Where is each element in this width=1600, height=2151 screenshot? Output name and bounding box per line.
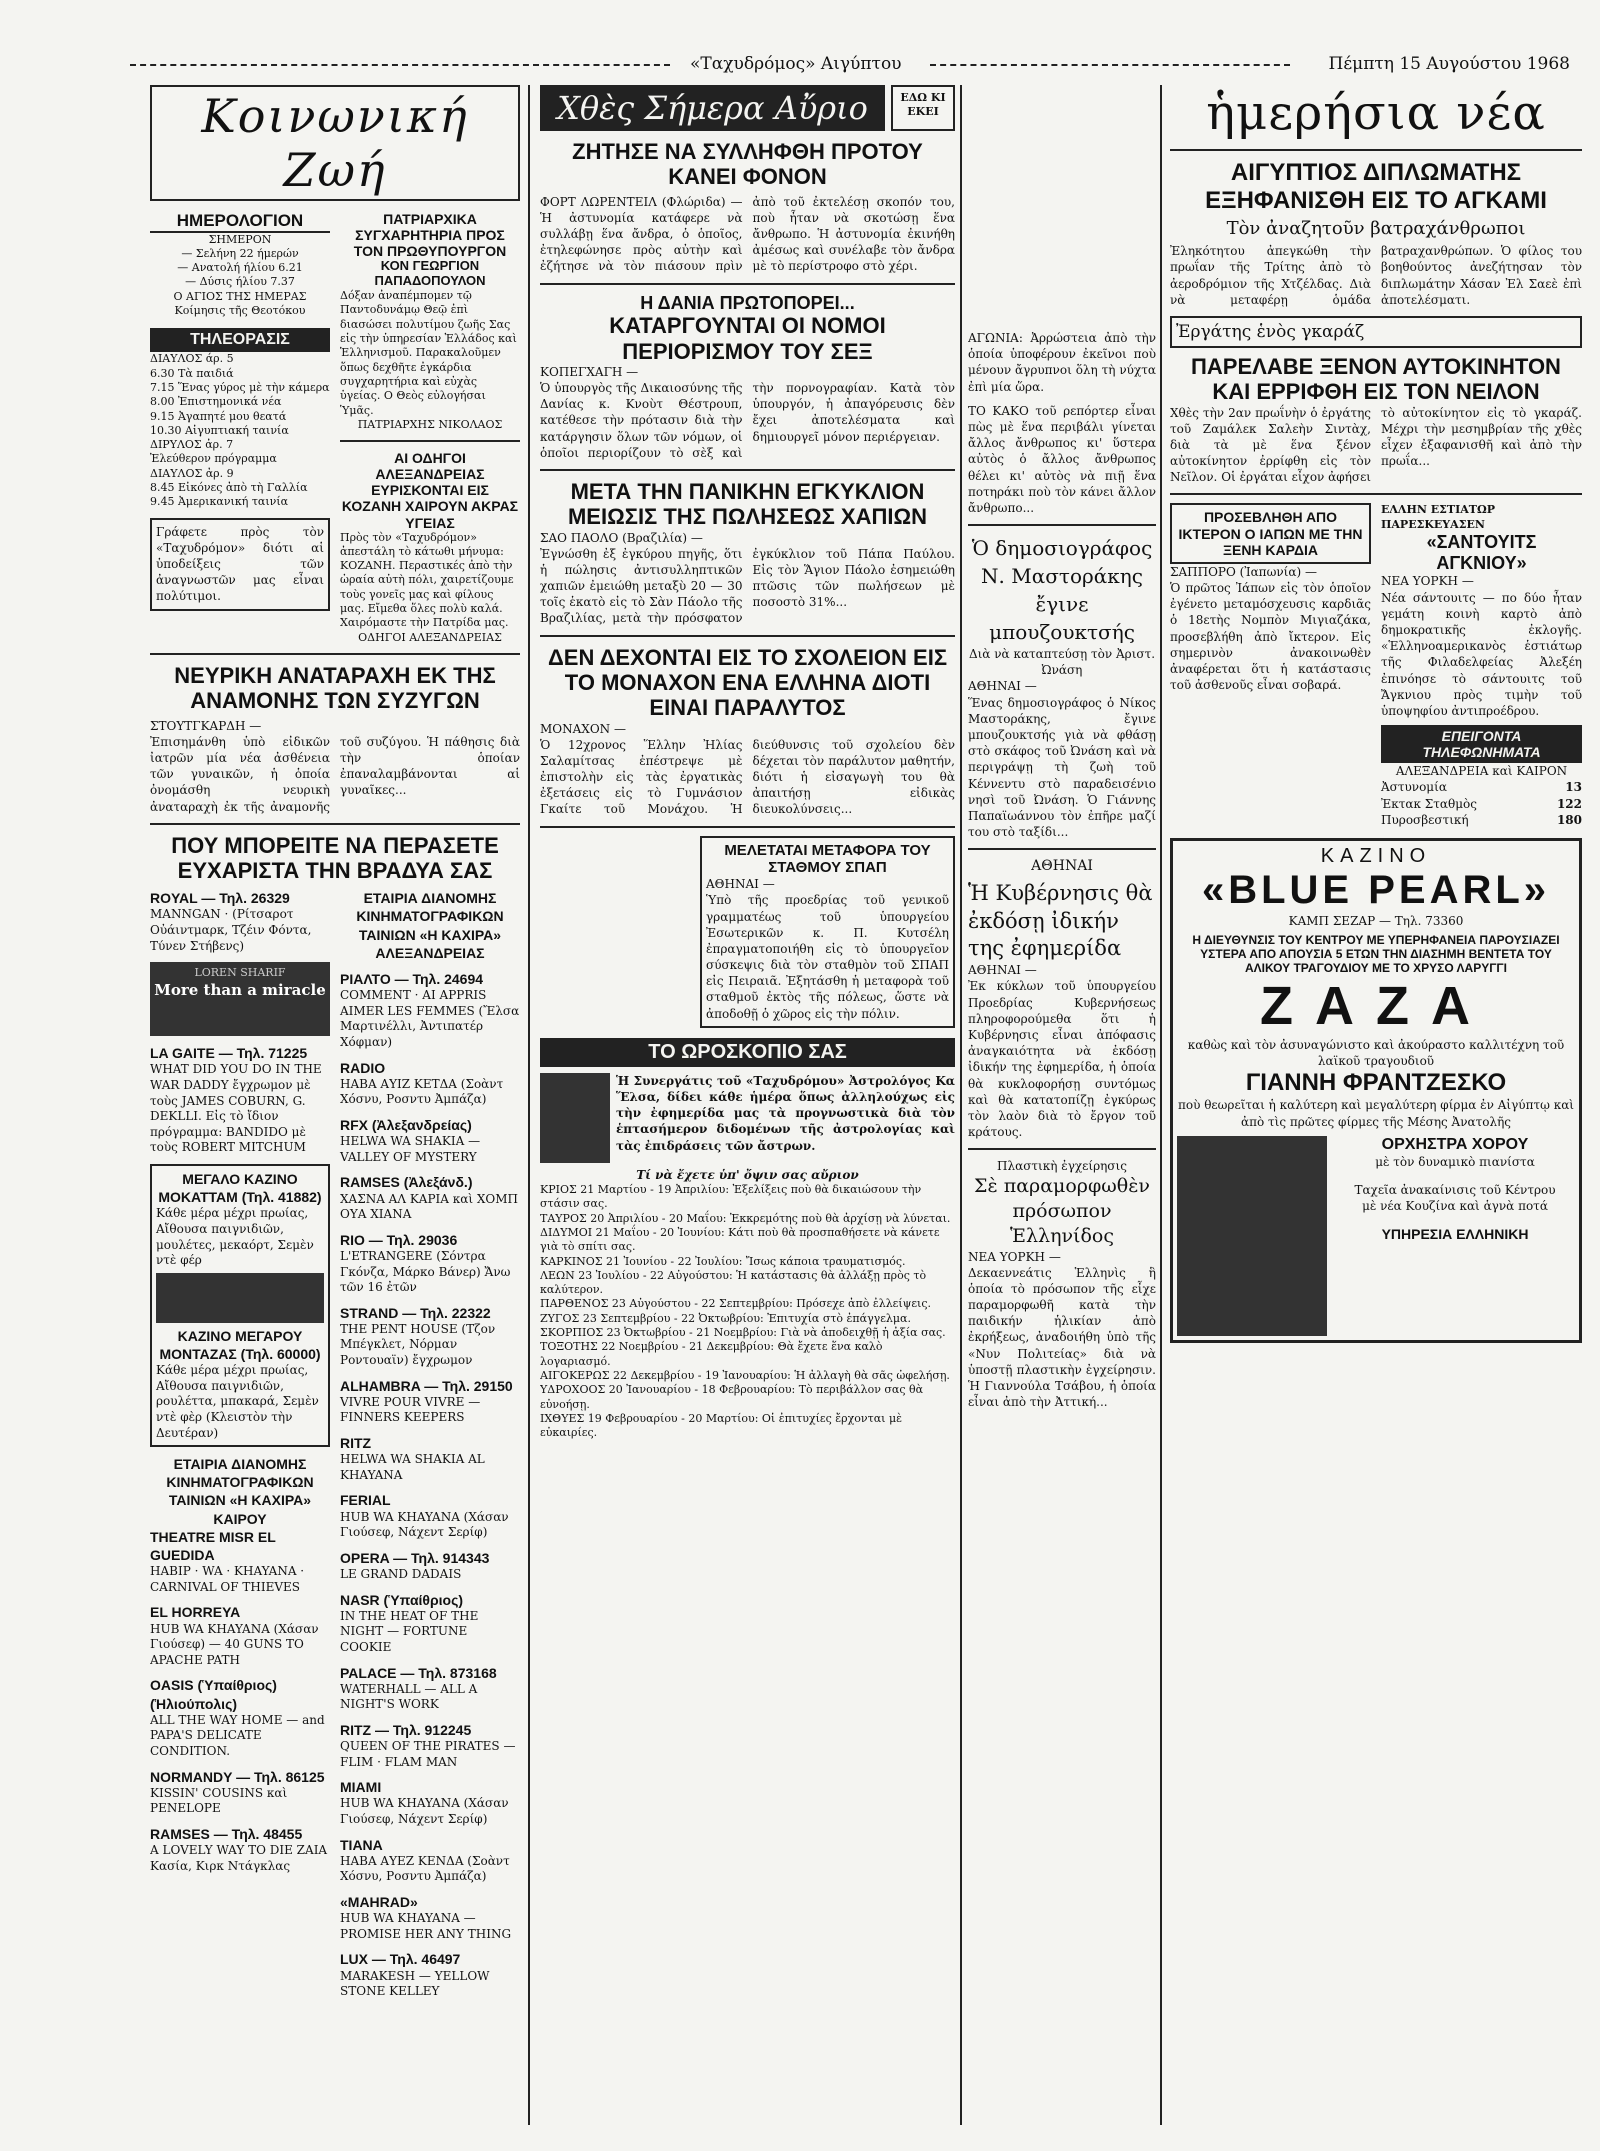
- blue-pearl-kazino: ΚΑΖΙΝΟ: [1320, 844, 1432, 867]
- denmark-title: ΚΑΤΑΡΓΟΥΝΤΑΙ ΟΙ ΝΟΜΟΙ ΠΕΡΙΟΡΙΣΜΟΥ ΤΟΥ ΣΕΞ: [609, 313, 886, 364]
- cinema-name: STRAND — Τηλ. 22322: [340, 1304, 491, 1321]
- greek-service: ΥΠΗΡΕΣΙΑ ΕΛΛΗΝΙΚΗ: [1381, 1226, 1529, 1243]
- center-news-column: [540, 85, 955, 2125]
- calendar-title: ΗΜΕΡΟΛΟΓΙΟΝ: [150, 211, 330, 233]
- denmark-kicker: Η ΔΑΝΙΑ ΠΡΩΤΟΠΟΡΕΙ...: [640, 292, 855, 313]
- urgent-phones-title: ΕΠΕΙΓΟΝΤΑ ΤΗΛΕΦΩΝΗΜΑΤΑ: [1381, 725, 1582, 763]
- cinema-name: FERIAL: [340, 1492, 391, 1509]
- cinema-program: HUB WA KHAYANA — PROMISE HER ANY THING: [340, 1911, 512, 1941]
- cinema-name: RITZ — Τηλ. 912245: [340, 1721, 472, 1738]
- blue-pearl-with: καθὼς καὶ τὸν ἀσυναγώνιστο καὶ ἀκούραστο καλλιτέχνη τοῦ λαϊκοῦ τραγουδιοῦ: [1187, 1038, 1565, 1069]
- pills-text: Ἐγνώσθη ἐξ ἐγκύρου πηγῆς, ὅτι ἡ πώλησις ἀντισυλληπτικῶν χαπιῶν ἐμειώθη μεταξὺ 20 — 30 τοῖς ἑκατὸ εἰς τὸ Σὰν Πάολο τῆς Βραζιλίας, μετὰ τὴν πρόσφατον ἐγκύκλιον τοῦ Πάπα Παύλου. Εἰς τὸν Ἅγιον Πάολο ἐσημειώθη πτῶσις τῶν πωλήσεων μὲ ποσοστὸ 31%...: [540, 546, 955, 626]
- zitise-text: ΦΟΡΤ ΛΩΡΕΝΤΕΙΛ (Φλώριδα) — Ἡ ἀστυνομία κατάφερε νὰ συλλάβῃ ἕνα ἄνδρα, ὁ ὁποῖος, ἐτηλεφώνησε πρὸς αὐτὴν καὶ ἐζήτησε νὰ τὸν πιάσουν πρὶν ἀπὸ τοῦ ἐκτελέσῃ σκοπόν του, ποὺ ἦταν νὰ σκοτώσῃ ἕνα ἄνθρωπο. Ἡ ἀστυνομία ἐκινήθη ἀμέσως καὶ συνέλαβε τὸν ἄνδρα μὲ τὸ περίστροφο στὸ χέρι.: [540, 194, 955, 274]
- singer-name: ΓΙΑΝΝΗ ΦΡΑΝΤΖΕΣΚΟ: [1245, 1069, 1507, 1097]
- school-title: ΔΕΝ ΔΕΧΟΝΤΑΙ ΕΙΣ ΤΟ ΣΧΟΛΕΙΟΝ ΕΙΣ ΤΟ ΜΟΝΑΧΟΝ ΕΝΑ ΕΛΛΗΝΑ ΔΙΟΤΙ ΕΙΝΑΙ ΠΑΡΑΛΥΤΟΣ: [547, 644, 948, 721]
- restaurateur-kicker: ΕΛΛΗΝ ΕΣΤΙΑΤΩΡ ΠΑΡΕΣΚΕΥΑΣΕΝ: [1381, 503, 1496, 531]
- social-life-masthead: Κοινωνική Ζωή: [150, 85, 520, 201]
- cinema-program: QUEEN OF THE PIRATES — FLIM · FLAM MAN: [340, 1739, 516, 1769]
- cinema-program: ΧΑΣΝΑ ΑΛ ΚΑΡΙΑ καὶ ΧΟΜΠ ΟΥΑ ΧΙΑΝΑ: [340, 1191, 519, 1222]
- column-divider: [528, 85, 530, 2125]
- mastorakis-text: Ἕνας δημοσιογράφος ὁ Νίκος Μαστοράκης, ἔγινε μπουζουκτσής γιὰ νὰ φθάσῃ στὸ σκάφος τοῦ Ὠνάση καὶ νὰ περιγράψῃ τὴ ζωὴ τοῦ Κέννεντυ στὸ παραδεισένιο νησὶ τοῦ Ὠνάση. Ὁ Γιάννης Παπαϊωάννου τὸν ἐπῆρε μαζί του στὸ ταξίδι...: [968, 695, 1156, 840]
- cinema-program: ALL THE WAY HOME — and PAPA'S DELICATE CONDITION.: [150, 1712, 325, 1758]
- tv-schedule: ΔΙΑΥΛΟΣ άρ. 5 6.30 Τὰ παιδιά 7.15 Ἕνας γύρος μὲ τὴν κάμερα 8.00 Ἐπιστημονικά νέα 9.15 Ἀγαπητέ μου θεατά 10.30 Αἰγυπτιακή ταινία ΔΙΡΥΛΟΣ ἀρ. 7 Ἐλεύθερον πρόγραμμα ΔΙΑΥΛΟΣ ἀρ. 9 8.45 Εἰκόνες ἀπὸ τὴ Γαλλία 9.45 Ἀμερικανική ταινία: [150, 352, 330, 509]
- mastorakis-dateline: ΑΘΗΝΑΙ —: [968, 679, 1037, 694]
- movie-ad: LOREN SHARIF More than a miracle: [150, 962, 330, 1036]
- cinema-program: WHAT DID YOU DO IN THE WAR DADDY ἔγχρωμον μὲ τοὺς JAMES COBURN, G. DEKLLI. Εἰς τὸ ἴδιον πρόγραμμα: BANDIDO μὲ τοὺς ROBERT MITCHUM: [150, 1062, 322, 1155]
- singer-claim: ποὺ θεωρεῖται ἡ καλύτερη καὶ μεγαλύτερη φίρμα ἐν Αἰγύπτῳ καὶ ἀπὸ τὶς πρῶτες φίρμες τῆς Μέσης Ἀνατολῆς: [1177, 1098, 1575, 1129]
- casino-montaza-title: ΚΑΖΙΝΟ ΜΕΓΑΡΟΥ ΜΟΝΤΑΖΑΣ (Τηλ. 60000): [159, 1327, 321, 1362]
- cinema-name: OPERA — Τηλ. 914343: [340, 1549, 490, 1566]
- cinema-program: HUB WA KHAYANA (Χάσαν Γιούσεφ) — 40 GUNS TO APACHE PATH: [150, 1621, 319, 1667]
- cinema-program: ΗΑΒΙΡ · WA · KHAYANA · CARNIVAL OF THIEVES: [150, 1564, 305, 1594]
- cinema-program: L'ETRANGERE (Σόντρα Γκόνζα, Μάρκο Βάνερ) Ἄνω τῶν 16 ἐτῶν: [340, 1248, 511, 1295]
- cinema-name: RFX (Ἀλεξανδρείας): [340, 1116, 472, 1133]
- cinema-program: HELWA WA SHAKIA — VALLEY OF MYSTERY: [340, 1134, 481, 1164]
- horoscope-subtitle: Τί νὰ ἔχετε ὑπ' ὄψιν σας αὔριον: [636, 1167, 859, 1182]
- jaundice-title: ΠΡΟΣΕΒΛΗΘΗ ΑΠΟ ΙΚΤΕΡΟΝ Ο ΙΑΠΩΝ ΜΕ ΤΗΝ ΞΕΝΗ ΚΑΡΔΙΑ: [1170, 503, 1371, 563]
- yesterday-today-tomorrow-banner: Χθὲς Σήμερα Αὔριο: [540, 85, 885, 131]
- patriarchal-sub: ΚΟΝ ΓΕΩΡΓΙΟΝ ΠΑΠΑΔΟΠΟΥΛΟΝ: [374, 258, 486, 289]
- distribution-company-title: ΕΤΑΙΡΙΑ ΔΙΑΝΟΜΗΣ ΚΙΝΗΜΑΤΟΓΡΑΦΙΚΩΝ ΤΑΙΝΙΩΝ «Η ΚΑΧΙΡΑ» ΚΑΙΡΟΥ: [166, 1456, 314, 1527]
- sandwich-text: Νέα σάντουιτς — πο δύο ἦταν γεμάτη κοινὴ καρτὸ ἀπὸ δημοκρατικῆς ἐκλογῆς. «Ἑλληνοαμερικανὸς ἑστιάτωρ τῆς Φιλαδελφείας Ἀλεξέη ἐπινόησε τὸ σάντουιτς τοῦ Ἄγκνιου πρὸς τιμὴν τοῦ ὑποψηφίου ἀντιπροέδρου.: [1381, 590, 1582, 718]
- distribution-company-alex: ΕΤΑΙΡΙΑ ΔΙΑΝΟΜΗΣ ΚΙΝΗΜΑΤΟΓΡΑΦΙΚΩΝ ΤΑΙΝΙΩΝ «Η ΚΑΧΙΡΑ» ΑΛΕΞΑΝΔΡΕΙΑΣ: [356, 890, 504, 961]
- plastic-kicker: Πλαστικὴ ἐγχείρησις: [997, 1159, 1127, 1174]
- blue-pearl-address: ΚΑΜΠ ΣΕΖΑΡ — Τηλ. 73360: [1288, 913, 1464, 928]
- denmark-text: Ὁ ὑπουργὸς τῆς Δικαιοσύνης τῆς Δανίας κ. Κνοὺτ Θέστρουπ, κατέθεσε τὴν πρότασιν διὰ τὴν κατάργησιν ὅλων τῶν νόμων, οἱ ὁποῖοι περιορίζουν τὸ σὲξ καὶ τὴν πορνογραφίαν. Κατὰ τὸν ὑπουργόν, ἡ ἀπαγόρευσις δὲν ἔχει ἀποτελέσματα καὶ δημιουργεῖ μόνον περιέργειαν.: [540, 381, 955, 460]
- horoscope-intro: Ἡ Συνεργάτις τοῦ «Ταχυδρόμου» Ἀστρολόγος Κα Ἕλσα, δίδει κάθε ἡμέρα ὅπως ἀλληλούχως εἰς τὴν ἐφημερίδα μας τὰ προγνωστικὰ διὰ τὸν ἑπτασήμερον διδομένων τῆς ἀστρολογίας καὶ τὰς ἐπιδράσεις τῶν ἄστρων.: [616, 1073, 955, 1153]
- guides-text: Πρὸς τὸν «Ταχυδρόμον» ἀπεστάλη τὸ κάτωθι μήνυμα: ΚΟΖΑΝΗ. Περαστικές ἀπὸ τὴν ὡραία αὐτὴ πόλι, χαιρετίζουμε τοὺς γονεῖς μας καὶ φίλους μας. Εἴμεθα ὅλες πολὺ καλά. Χαιρόμαστε τὴν Πατρίδα μας.: [340, 530, 514, 630]
- cinema-name: RAMSES (Ἀλεξάνδ.): [340, 1174, 473, 1191]
- page-date: Πέμπτη 15 Αυγούστου 1968: [1328, 54, 1570, 74]
- zitise-title: ΖΗΤΗΣΕ ΝΑ ΣΥΛΛΗΦΘΗ ΠΡΟΤΟΥ ΚΑΝΕΙ ΦΟΝΟΝ: [572, 139, 923, 190]
- cinema-name: MIAMI: [340, 1779, 382, 1796]
- guides-sign: ΟΔΗΓΟΙ ΑΛΕΞΑΝΔΡΕΙΑΣ: [358, 630, 502, 644]
- cinema-program: ΗΑΒΑ ΑΥΕΖ ΚΕΝΔΑ (Σοὰντ Χόσνυ, Ροσντυ Ἀμπάζα): [340, 1853, 510, 1884]
- guides-title: ΑΙ ΟΔΗΓΟΙ ΑΛΕΞΑΝΔΡΕΙΑΣ ΕΥΡΙΣΚΟΝΤΑΙ ΕΙΣ ΚΟΖΑΝΗ ΧΑΙΡΟΥΝ ΑΚΡΑΣ ΥΓΕΙΑΣ: [341, 450, 519, 531]
- cinema-name: «MAHRAD»: [340, 1894, 418, 1911]
- daily-news-masthead: ἡμερήσια νέα: [1206, 85, 1546, 141]
- patriarchal-text: Δόξαν ἀναπέμπομεν τῷ Παντοδυνάμῳ Θεῷ ἐπὶ διασώσει πολυτίμου ζωῆς Σας εἰς τὴν ὑπηρεσίαν Ἑλλάδος καὶ Ἑλληνισμοῦ. Παρακαλοῦμεν ὅπως δεχθῆτε ἐγκάρδια συγχαρητήρια καὶ εὐχὰς ὑγείας. Ο Θεὸς εὐλογήσαι Ὑμᾶς.: [340, 289, 517, 417]
- pianist-photo: [1177, 1136, 1327, 1336]
- casino-mokattam-title: ΜΕΓΑΛΟ ΚΑΖΙΝΟ ΜΟΚΑΤΤΑΜ (Τηλ. 41882): [158, 1171, 322, 1206]
- mastorakis-title: Ὁ δημοσιογράφος Ν. Μαστοράκης ἔγινε μπουζουκτσής: [971, 536, 1153, 645]
- spap-dateline: ΑΘΗΝΑΙ —: [706, 877, 775, 892]
- cinema-program: MARAKESH — YELLOW STONE KELLEY: [340, 1968, 490, 1999]
- plastic-dateline: ΝΕΑ ΥΟΡΚΗ —: [968, 1249, 1061, 1264]
- government-title: Ἡ Κυβέρνησις θὰ ἐκδόσῃ ἰδικήν της ἐφημερίδα: [968, 881, 1153, 960]
- cinema-program: COMMENT · AI APPRIS AIMER LES FEMMES (Ἔλσα Μαρτινέλλι, Ἀντιπατέρ Χόφμαν): [340, 988, 520, 1049]
- cinema-program: HUB WA KHAYANA (Χάσαν Γιούσεφ, Νάχεντ Σερίφ): [340, 1796, 509, 1827]
- patriarchal-title: ΠΑΤΡΙΑΡΧΙΚΑ ΣΥΓΧΑΡΗΤΗΡΙΑ ΠΡΟΣ ΤΟΝ ΠΡΩΘΥΠΟΥΡΓΟΝ: [353, 211, 507, 260]
- nervous-dateline: ΣΤΟΥΤΓΚΑΡΔΗ —: [150, 718, 262, 733]
- social-life-column: [150, 85, 520, 2125]
- cinema-name: LUX — Τηλ. 46497: [340, 1951, 461, 1968]
- blue-pearl-announce: Η ΔΙΕΥΘΥΝΣΙΣ ΤΟΥ ΚΕΝΤΡΟΥ ΜΕ ΥΠΕΡΗΦΑΝΕΙΑ ΠΑΡΟΥΣΙΑΖΕΙ ΥΣΤΕΡΑ ΑΠΟ ΑΠΟΥΣΙΑ 5 ΕΤΩΝ ΤΗΝ ΔΙΑΣΗΜΗ ΒΕΝΤΕΤΑ ΤΟΥ ΑΛΙΚΟΥ ΤΡΑΓΟΥΔΙΟΥ ΜΕ ΤΟ ΧΡΥΣΟ ΛΑΡΥΓΓΙ: [1192, 933, 1560, 976]
- patriarchal-sign: ΠΑΤΡΙΑΡΧΗΣ ΝΙΚΟΛΑΟΣ: [357, 417, 503, 431]
- cinema-name: EL HORREYA: [150, 1604, 241, 1621]
- jaundice-dateline: ΣΑΠΠΟΡΟ (Ἰαπωνία) —: [1170, 564, 1317, 579]
- pills-dateline: ΣΑΟ ΠΑΟΛΟ (Βραζιλία) —: [540, 530, 703, 545]
- casino-montaza-text: Κάθε μέρα μέχρι πρωίας, Αἴθουσα παιγνιδιῶν, ρουλέττα, μπακαρά, Σεμὲν ντὲ φὲρ (Κλειστὸν τὴν Δευτέραν): [156, 1363, 319, 1440]
- cinema-program: WATERHALL — ALL A NIGHT'S WORK: [340, 1681, 478, 1712]
- orchestra-label: ΟΡΧΗΣΤΡΑ ΧΟΡΟΥ: [1381, 1135, 1529, 1153]
- sandwich-title: «ΣΑΝΤΟΥΙΤΣ ΑΓΚΝΙΟΥ»: [1426, 532, 1537, 573]
- school-text: Ὁ 12χρονος Ἕλλην Ἠλίας Σαλαμίτσας ἐπέστρεψε μὲ ἐπιστολὴν εἰς τὰς ἐργατικὰς ἐξετάσεις εἰς τὸ Γυμνάσιον Γκαίτε τοῦ Μονάχου. Ἡ διεύθυνσις τοῦ σχολείου δὲν δέχεται τὸν παράλυτον μαθητήν, διότι ἡ εἰσαγωγὴ του θὰ ἀπαιτήσῃ εἰδικὰς διευκολύνσεις...: [540, 737, 955, 817]
- plastic-title: Σὲ παραμορφωθὲν πρόσωπον Ἑλληνίδος: [974, 1175, 1150, 1247]
- blue-pearl-name: «BLUE PEARL»: [1201, 867, 1551, 912]
- spap-title: ΜΕΛΕΤΑΤΑΙ ΜΕΤΑΦΟΡΑ ΤΟΥ ΣΤΑΘΜΟΥ ΣΠΑΠ: [724, 841, 931, 876]
- urgent-phones-list: ΑΛΕΞΑΝΔΡΕΙΑ καὶ ΚΑΙΡΟΝ Ἀστυνομία 13 Ἐκτακ Σταθμὸς 122 Πυροσβεστική 180: [1381, 764, 1582, 827]
- agonia-text: ΑΓΩΝΙΑ: Ἀρρώστεια ἀπὸ τὴν ὁποία ὑποφέρουν ἐκεῖνοι ποὺ μένουν ἄγρυπνοι ὅλη τὴ νύχτα ἐπὶ μία ὥρα.: [968, 331, 1156, 394]
- narrow-column: [968, 85, 1156, 2125]
- tv-title: ΤΗΛΕΟΡΑΣΙΣ: [150, 328, 330, 352]
- cinema-name: RADIO: [340, 1059, 386, 1076]
- cinema-program: HELWA WA SHAKIA AL KHAYANA: [340, 1452, 485, 1482]
- cinema-program: VIVRE POUR VIVRE — FINNERS KEEPERS: [340, 1394, 481, 1425]
- header-rule-left: [130, 64, 670, 66]
- government-dateline: ΑΘΗΝΑΙ —: [968, 963, 1037, 978]
- cinema-name: ALHAMBRA — Τηλ. 29150: [340, 1377, 513, 1394]
- diplomat-sub: Τὸν ἀναζητοῦν βατραχάνθρωποι: [1226, 218, 1526, 240]
- cinema-name: PALACE — Τηλ. 873168: [340, 1664, 497, 1681]
- zaza-name: ΖΑΖΑ: [1260, 976, 1492, 1037]
- cinema-name: RAMSES — Τηλ. 48455: [150, 1825, 303, 1842]
- astrologer-photo: [540, 1073, 610, 1163]
- cinema-name: RITZ: [340, 1435, 372, 1452]
- diplomat-title: ΑΙΓΥΠΤΙΟΣ ΔΙΠΛΩΜΑΤΗΣ ΕΞΗΦΑΝΙΣΘΗ ΕΙΣ ΤΟ ΑΓΚΑΜΙ: [1205, 159, 1547, 214]
- cinema-name: LA GAITE — Τηλ. 71225: [150, 1045, 308, 1062]
- cinema-program: A LOVELY WAY TO DIE ΖΑΙΑ Κασία, Κιρκ Ντάγκλας: [150, 1843, 328, 1873]
- sandwich-dateline: ΝΕΑ ΥΟΡΚΗ —: [1381, 574, 1474, 589]
- cinema-program: THE PENT HOUSE (Τζον Μπέγκλετ, Νόρμαν Ροντουαϊν) ἔγχρωμον: [340, 1321, 496, 1368]
- cinema-name: NORMANDY — Τηλ. 86125: [150, 1768, 325, 1785]
- dice-image: [156, 1273, 324, 1323]
- column-divider: [960, 85, 962, 2125]
- diplomat-text: Ἐληκότητου ἀπεγκώθη τὴν πρωΐαν τῆς Τρίτης ἀπὸ τὸ ἀεροδρόμιον τῆς Χτζέλδας. Διὰ νὰ μεταφέρῃ ὁμάδα βατραχανθρώπων. Ὁ φίλος του βοηθούντος ἀνεζήτησαν τὸν διπλωμάτην Χάσαν Ἐλ Σαεὲ ἐπὶ ἀποτελέσματι.: [1170, 244, 1582, 307]
- spap-text: Ὑπὸ τῆς προεδρίας τοῦ γενικοῦ γραμματέως τοῦ ὑπουργείου Ἐσωτερικῶν κ. Π. Κυτσέλη ἐπραγματοποιήθη εἰς τὸ ὑπουργεῖον σύσκεψις διὰ τὸν σταθμὸν τοῦ ΣΠΑΠ εἰς Πειραιᾶ. Ἐξητάσθη ἡ μεταφορὰ τοῦ σταθμοῦ ἐκτὸς τῆς πόλεως, ὥστε νὰ ἀποδοθῇ ὁ χῶρος εἰς τὴν πόλιν.: [706, 893, 949, 1021]
- cinema-name: THEATRE MISR EL GUEDIDA: [150, 1528, 276, 1564]
- header-rule-right: [930, 64, 1290, 66]
- calendar-lines: ΣΗΜΕΡΟΝ — Σελήνη 22 ήμερών — Ανατολή ήλίου 6.21 — Δύσις ήλίου 7.37 Ο ΑΓΙΟΣ ΤΗΣ ΗΜΕΡΑΣ Κοίμησις τῆς Θεοτόκου: [173, 232, 307, 318]
- kako-text: ΤΟ ΚΑΚΟ τοῦ ρεπόρτερ εἶναι πὼς μὲ ἕνα περιβάλι γίνεται ἄλλος ἄνθρωπος κι' ὕστερα αὐτὸς ὁ ἄλλος ἄνθρωπος θέλει κι' αὐτὸς νὰ πιῇ ἕνα ποτηράκι ποὺ τὸν κάνει ἄλλον ἄνθρωπο...: [968, 403, 1156, 515]
- nervous-title: ΝΕΥΡΙΚΗ ΑΝΑΤΑΡΑΧΗ ΕΚ ΤΗΣ ΑΝΑΜΟΝΗΣ ΤΩΝ ΣΥΖΥΓΩΝ: [174, 662, 496, 714]
- daily-news-column: [1170, 85, 1582, 2125]
- car-nile-text: Χθὲς τὴν 2αν πρωΐνὴν ὁ ἐργάτης τοῦ Ζαμάλεκ Σαλεὴν Σιντὰχ, διὰ τὰ μὲ ἕνα ξένον αὐτοκίνητον ἐρρίφθη εἰς τὸν Νεῖλον. Οἱ ἐργάται εἶχον ἀφήσει τὸ αὐτοκίνητον εἰς τὸ γκαράζ. Μέχρι τὴν μεσημβρίαν τῆς χθὲς εἶχεν ἐξαφανισθῆ καὶ ἀπὸ τὴν πρωΐα...: [1170, 405, 1582, 485]
- government-text: Ἐκ κύκλων τοῦ ὑπουργείου Προεδρίας Κυβερνήσεως πληροφορούμεθα ὅτι ἡ Κυβέρνησις εἶναι ἀπόφασις ἀναγκαιότητα νὰ ἐκδόσῃ ἰδικήν της ἐφημερίδα, ἡ ὁποία θὰ κυκλοφορήσῃ συντόμως καὶ θὰ κατατοπίζῃ ἐγκύρως τὸν λαὸν διὰ τὸ ἔργον τοῦ κράτους.: [968, 979, 1156, 1140]
- cinema-program: LE GRAND DADAIS: [340, 1566, 462, 1581]
- jaundice-text: Ὁ πρῶτος Ἰάπων εἰς τὸν ὁποῖον ἐγένετο μεταμόσχευσις καρδιᾶς ὁ 18ετὴς Νομπὸν Μιγιαζάκα, προσεβλήθη ἀπὸ ἴκτερον. Εἰς σημερινὸν ἀνακοινωθὲν ἀναφέρεται ὅτι ἡ κατάστασις τοῦ ἀσθενοῦς εἶναι σοβαρά.: [1170, 580, 1371, 693]
- athens-label: ΑΘΗΝΑΙ: [1031, 858, 1093, 875]
- cinema-program: KISSIN' COUSINS καὶ PENELOPE: [150, 1785, 288, 1816]
- cinema-program: ΗΑΒΑ ΑΥΙΖ ΚΕΤΔΑ (Σοὰντ Χόσνυ, Ροσντυ Ἀμπάζα): [340, 1076, 504, 1107]
- horoscope-signs: ΚΡΙΟΣ 21 Μαρτίου - 19 Ἀπριλίου: Ἐξελίξεις ποὺ θὰ δικαιώσουν τὴν στάσιν σας. ΤΑΥΡΟΣ 20 Ἀπριλίου - 20 Μαΐου: Ἐκκρεμότης ποὺ θὰ ἀρχίσῃ νὰ λύνεται. ΔΙΔΥΜΟΙ 21 Μαΐου - 20 Ἰουνίου: Κάτι ποὺ θὰ προσπαθήσετε νὰ κάνετε γιὰ τὸ σπίτι σας. ΚΑΡΚΙΝΟΣ 21 Ἰουνίου - 22 Ἰουλίου: Ἴσως κάποια τραυματισμός. ΛΕΩΝ 23 Ἰουλίου - 22 Αὐγούστου: Ἡ κατάστασις θὰ ἀλλάξῃ πρὸς τὸ καλύτερον. ΠΑΡΘΕΝΟΣ 23 Αὐγούστου - 22 Σεπτεμβρίου: Πρόσεχε ἀπὸ ἐλλείψεις. ΖΥΓΟΣ 23 Σεπτεμβρίου - 22 Ὀκτωβρίου: Ἐπιτυχία στὸ ἐπάγγελμα. ΣΚΟΡΠΙΟΣ 23 Ὀκτωβρίου - 21 Νοεμβρίου: Γιὰ νὰ ἀποδειχθῇ ἡ ἀξία σας. ΤΟΞΟΤΗΣ 22 Νοεμβρίου - 21 Δεκεμβρίου: Θὰ ἔχετε ἕνα καλὸ λογαριασμό. ΑΙΓΟΚΕΡΩΣ 22 Δεκεμβρίου - 19 Ἰανουαρίου: Ἡ ἀλλαγὴ θὰ σᾶς ὠφελήσῃ. ΥΔΡΟΧΟΟΣ 20 Ἰανουαρίου - 18 Φεβρουαρίου: Τὸ περιβάλλον σας θὰ εὐνοήσῃ. ΙΧΘΥΕΣ 19 Φεβρουαρίου - 20 Μαρτίου: Οἱ ἐπιτυχίες ἔρχονται μὲ εὐκαιρίες.: [540, 1183, 951, 1440]
- cuisine-text: μὲ νέα Κουζίνα καὶ ἁγνὰ ποτά: [1362, 1199, 1548, 1214]
- pills-title: ΜΕΤΑ ΤΗΝ ΠΑΝΙΚΗΝ ΕΓΚΥΚΛΙΟΝ ΜΕΙΩΣΙΣ ΤΗΣ ΠΩΛΗΣΕΩΣ ΧΑΠΙΩΝ: [567, 478, 928, 530]
- write-to-us: Γράφετε πρὸς τὸν «Ταχυδρόμον» διότι αἱ ὑποδείξεις τῶν ἀναγνωστῶν μας εἶναι πολύτιμοι.: [150, 518, 330, 611]
- renovation-text: Ταχεῖα ἀνακαίνισις τοῦ Κέντρου: [1354, 1183, 1556, 1197]
- cinema-name: TIANA: [340, 1836, 383, 1853]
- cinema-name: RIO — Τηλ. 29036: [340, 1231, 458, 1248]
- cinema-program: IN THE HEAT OF THE NIGHT — FORTUNE COOKIE: [340, 1608, 479, 1654]
- cinema-name: NASR (Ὑπαίθριος): [340, 1591, 464, 1608]
- denmark-dateline: ΚΟΠΕΓΧΑΓΗ —: [540, 364, 639, 379]
- school-dateline: ΜΟΝΑΧΟΝ —: [540, 721, 626, 736]
- garage-worker-kicker: Ἐργάτης ἑνὸς γκαράζ: [1170, 316, 1582, 348]
- casino-mokattam-text: Κάθε μέρα μέχρι πρωίας, Αἴθουσα παιγνιδιῶν, μουλέτες, μεκαόρτ, Σεμὲν ντὲ φέρ: [156, 1206, 314, 1268]
- plastic-text: Δεκαεννεάτις Ἑλληνὶς ἣ ὁποία τὸ πρόσωπον τῆς εἶχε παραμορφωθῆ κατὰ τὴν παιδικήν ἡλικίαν ἀπὸ ἐκρήξεως, ἀναδοιήθη ὑπὸ τῆς «Νυν Πολιτείας» διὰ νὰ ὑποστῇ πλαστικὴν ἐγχείρησιν. Ἡ Γιαννούλα Τσάβου, ἡ ὁποία εἶναι ἀπὸ τὴν Ἀττική...: [968, 1265, 1156, 1410]
- here-and-there-stamp: ΕΔΩ ΚΙ ΕΚΕΙ: [891, 85, 955, 131]
- column-divider: [1160, 85, 1162, 2125]
- nervous-text: Ἐπισημάνθη ὑπὸ εἰδικῶν ἰατρῶν μία νέα ἀσθένεια τῶν γυναικῶν, ἡ ὁποία ὀνομάσθη νευρικὴ ἀναταραχὴ ἐκ τῆς ἀναμονῆς τοῦ συζύγου. Ἡ πάθησις διὰ τὴν ὁποίαν ἐπαναλαμβάνονται αἱ γυναῖκες...: [150, 734, 520, 814]
- blue-pearl-ad: [1170, 838, 1582, 1343]
- cinema-name: OASIS (Ὑπαίθριος) (Ἡλιούπολις): [150, 1677, 277, 1712]
- cinema-program: MANNGAN · (Ρίτσαροτ Οὐάιντμαρκ, Τζέιν Φόντα, Τύνεν Στήβενς): [150, 907, 312, 953]
- cinema-name: ROYAL — Τηλ. 26329: [150, 890, 290, 907]
- mastorakis-sub: Διὰ νὰ καταπτεύσῃ τὸν Ἀριστ. Ὠνάση: [968, 647, 1156, 678]
- orchestra-sub: μὲ τὸν δυναμικὸ πιανίστα: [1375, 1154, 1535, 1169]
- cinema-program: HUB WA KHAYANA (Χάσαν Γιούσεφ, Νάχεντ Σερίφ): [340, 1509, 509, 1540]
- cinema-name: ΡΙΑΛΤΟ — Τηλ. 24694: [340, 971, 484, 988]
- paper-name: «Ταχυδρόμος» Αιγύπτου: [690, 54, 902, 74]
- car-nile-title: ΠΑΡΕΛΑΒΕ ΞΕΝΟΝ ΑΥΤΟΚΙΝΗΤΟΝ ΚΑΙ ΕΡΡΙΦΘΗ ΕΙΣ ΤΟΝ ΝΕΙΛΟΝ: [1191, 353, 1561, 405]
- where-to-go-title: ΠΟΥ ΜΠΟΡΕΙΤΕ ΝΑ ΠΕΡΑΣΕΤΕ ΕΥΧΑΡΙΣΤΑ ΤΗΝ ΒΡΑΔΥΑ ΣΑΣ: [171, 832, 499, 883]
- page-header: [130, 48, 1570, 78]
- horoscope-title: ΤΟ ΩΡΟΣΚΟΠΙΟ ΣΑΣ: [540, 1038, 955, 1067]
